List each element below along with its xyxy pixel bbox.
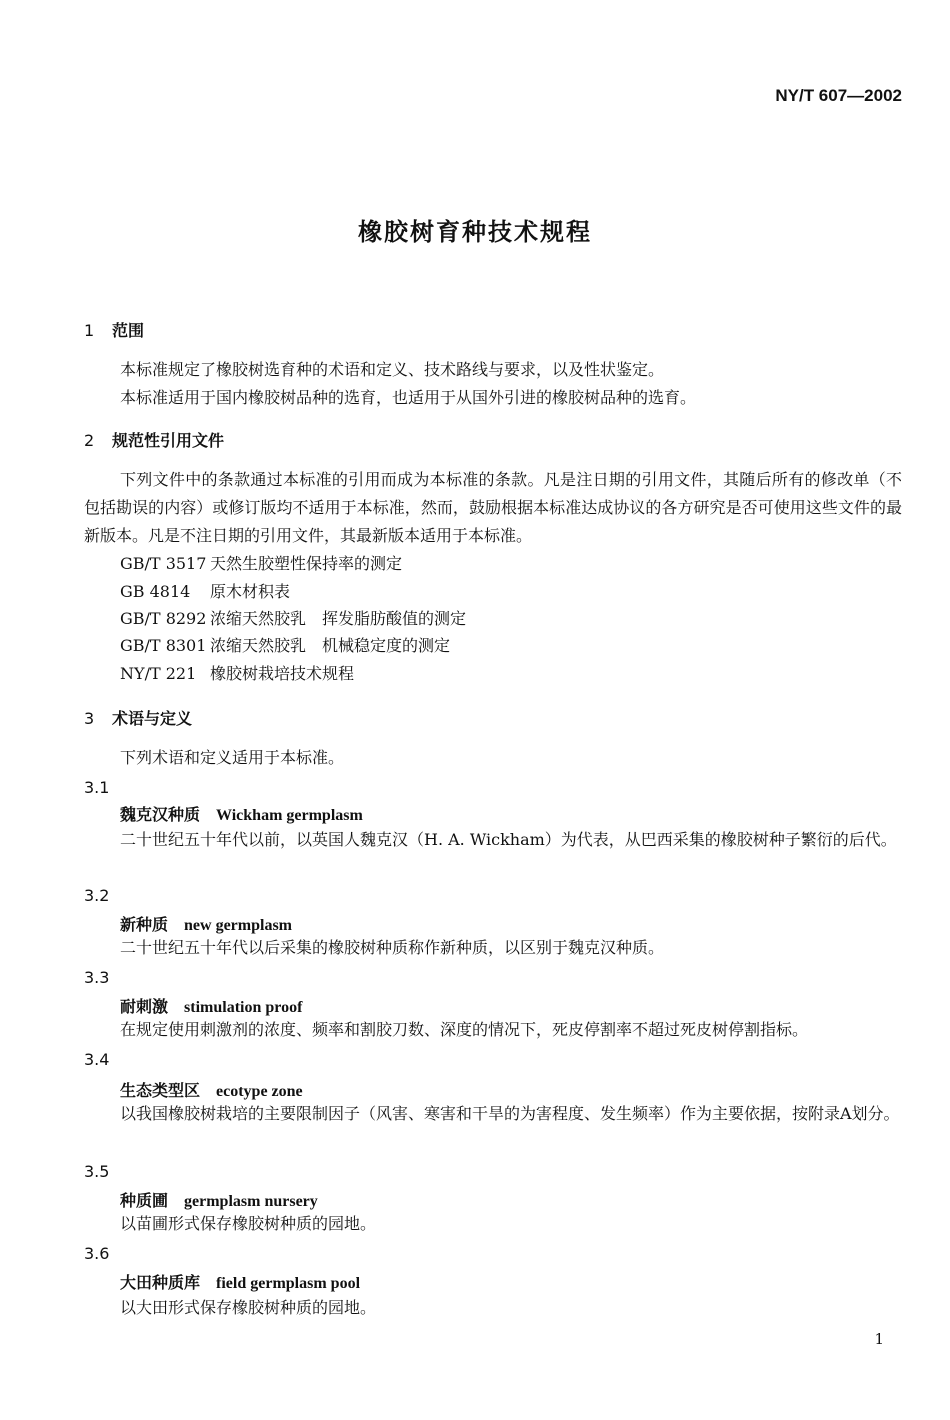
- section-1-heading: [84, 318, 144, 341]
- term-english: ecotype zone: [216, 1083, 303, 1100]
- term-heading: [120, 1078, 303, 1101]
- document-title: 橡胶树育种技术规程: [358, 218, 592, 246]
- reference-item: [120, 632, 450, 660]
- reference-title: 浓缩天然胶乳 机械稳定度的测定: [210, 636, 451, 655]
- section-1-paragraph: 本标准规定了橡胶树选育种的术语和定义、技术路线与要求，以及性状鉴定。: [120, 360, 665, 379]
- reference-item: [120, 578, 290, 606]
- term-heading: [120, 912, 292, 935]
- reference-title: 原木材积表: [210, 582, 291, 601]
- reference-item: [120, 550, 402, 578]
- term-english: Wickham germplasm: [216, 807, 363, 824]
- term-english: germplasm nursery: [184, 1193, 318, 1210]
- clause-number: 3.5: [84, 1162, 110, 1181]
- term-english: stimulation proof: [184, 999, 303, 1016]
- term-chinese: 种质圃: [120, 1191, 169, 1210]
- term-definition: 二十世纪五十年代以后采集的橡胶树种质称作新种质，以区别于魏克汉种质。: [120, 938, 665, 957]
- term-definition: 以大田形式保存橡胶树种质的园地。: [120, 1298, 377, 1317]
- term-heading: [120, 1188, 318, 1211]
- clause-number: 3.1: [84, 778, 110, 797]
- page-number: 1: [874, 1330, 884, 1348]
- reference-code: NY/T 221: [120, 664, 197, 683]
- section-title: 术语与定义: [112, 709, 193, 728]
- section-1-paragraph: 本标准适用于国内橡胶树品种的选育，也适用于从国外引进的橡胶树品种的选育。: [120, 388, 697, 407]
- term-heading: [120, 802, 363, 825]
- clause-number: 3.3: [84, 968, 110, 987]
- reference-code: GB/T 8301: [120, 636, 207, 655]
- reference-code: GB/T 3517: [120, 554, 207, 573]
- term-chinese: 大田种质库: [120, 1273, 201, 1292]
- term-heading: [120, 994, 302, 1017]
- term-english: field germplasm pool: [216, 1275, 361, 1292]
- section-title: 范围: [112, 321, 145, 340]
- section-number: 2: [84, 431, 95, 450]
- clause-number: 3.2: [84, 886, 110, 905]
- term-chinese: 新种质: [120, 915, 169, 934]
- term-chinese: 耐刺激: [120, 997, 169, 1016]
- reference-code: GB/T 8292: [120, 609, 207, 628]
- clause-number: 3.6: [84, 1244, 110, 1263]
- term-definition: 在规定使用刺激剂的浓度、频率和割胶刀数、深度的情况下，死皮停割率不超过死皮树停割指标。: [120, 1020, 809, 1039]
- reference-title: 橡胶树栽培技术规程: [210, 664, 355, 683]
- reference-title: 天然生胶塑性保持率的测定: [210, 554, 403, 573]
- section-2-heading: [84, 428, 224, 451]
- section-title: 规范性引用文件: [112, 431, 225, 450]
- section-3-heading: [84, 706, 192, 729]
- term-definition: 二十世纪五十年代以前，以英国人魏克汉（H. A. Wickham）为代表，从巴西采集的橡胶树种子繁衍的后代。: [120, 830, 897, 849]
- reference-code: GB 4814: [120, 582, 191, 601]
- section-2-intro: 下列文件中的条款通过本标准的引用而成为本标准的条款。凡是注日期的引用文件，其随后所有的修改单（不包括勘误的内容）或修订版均不适用于本标准，然而，鼓励根据本标准达成协议的各方研究是否可使用这些文件的最新版本。凡是不注日期的引用文件，其最新版本适用于本标准。: [84, 470, 902, 545]
- reference-item: [120, 660, 354, 688]
- term-chinese: 魏克汉种质: [120, 805, 201, 824]
- section-number: 3: [84, 709, 95, 728]
- term-definition: 以苗圃形式保存橡胶树种质的园地。: [120, 1214, 377, 1233]
- reference-item: [120, 605, 466, 633]
- clause-number: 3.4: [84, 1050, 110, 1069]
- term-chinese: 生态类型区: [120, 1081, 201, 1100]
- reference-title: 浓缩天然胶乳 挥发脂肪酸值的测定: [210, 609, 467, 628]
- standard-number: NY/T 607—2002: [775, 86, 902, 105]
- term-english: new germplasm: [184, 917, 292, 934]
- term-definition: 以我国橡胶树栽培的主要限制因子（风害、寒害和干旱的为害程度、发生频率）作为主要依据，按附录A划分。: [120, 1104, 900, 1123]
- section-3-intro: 下列术语和定义适用于本标准。: [120, 748, 345, 767]
- term-heading: [120, 1270, 360, 1293]
- section-number: 1: [84, 321, 95, 340]
